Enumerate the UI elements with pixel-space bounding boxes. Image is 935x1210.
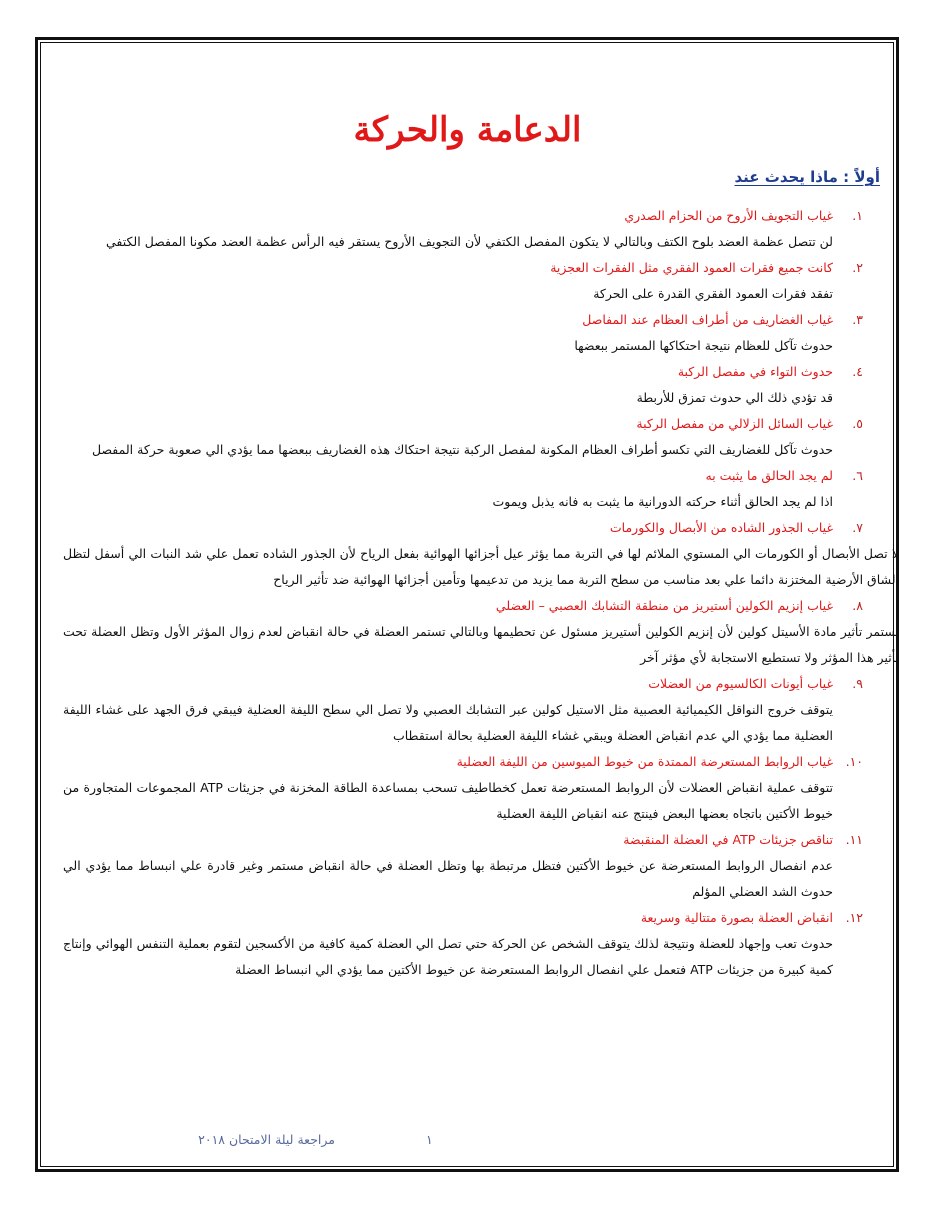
question-row — [63, 593, 863, 619]
question-row — [63, 515, 863, 541]
answer-text: حدوث تآكل للعظام نتيجة احتكاكها المستمر ببعضها — [574, 338, 833, 353]
answer-text: حدوث تعب وإجهاد للعضلة ونتيجة لذلك يتوقف الشخص عن الحركة حتي تصل الي العضلة كمية كافية من الأكسجين لتقوم بعملية التنفس الهوائي وإنتاج كمية كبيرة من جزيئات ATP فتعمل علي انفصال الروابط المستعرضة عن خيوط الأكتين مما يؤدي الي انبساط العضلة — [63, 936, 833, 977]
list-item — [63, 463, 863, 515]
question-text: غياب الغضاريف من أطراف العظام عند المفاصل — [582, 312, 833, 327]
list-item — [63, 671, 863, 749]
list-item — [63, 827, 863, 905]
question-row — [63, 463, 863, 489]
item-number: ٥. — [852, 416, 863, 431]
question-row — [63, 905, 863, 931]
item-number: ١٢. — [845, 910, 863, 925]
question-text: غياب أيونات الكالسيوم من العضلات — [648, 676, 833, 691]
item-number: ٣. — [852, 312, 863, 327]
question-text: حدوث التواء في مفصل الركبة — [677, 364, 833, 379]
question-row — [63, 203, 863, 229]
answer-text: يستمر تأثير مادة الأسيتل كولين لأن إنزيم الكولين أستيريز مسئول عن تحطيمها وبالتالي تستمر العضلة في حالة انقباض لعدم زوال المؤثر الأول وتظل العضلة تحت تأثير هذا المؤثر ولا تستطيع الاستجابة لأي مؤثر آخر — [63, 624, 899, 665]
list-item — [63, 593, 899, 671]
item-number: ٢. — [852, 260, 863, 275]
list-item — [63, 255, 863, 307]
section-heading: أولاً : ماذا يحدث عند — [734, 168, 880, 186]
item-number: ١. — [852, 208, 863, 223]
question-text: غياب السائل الزلالي من مفصل الركبة — [636, 416, 833, 431]
question-row — [63, 671, 863, 697]
item-number: ١١. — [845, 832, 863, 847]
question-text: لم يجد الحالق ما يثبت به — [705, 468, 833, 483]
list-item — [63, 515, 899, 593]
page-title: الدعامة والحركة — [353, 110, 582, 150]
question-text: غياب الروابط المستعرضة الممتدة من خيوط الميوسين من الليفة العضلية — [456, 754, 833, 769]
question-text: انقباض العضلة بصورة متتالية وسريعة — [640, 910, 833, 925]
question-text: غياب التجويف الأروح من الحزام الصدري — [624, 208, 833, 223]
answer-text: تفقد فقرات العمود الفقري القدرة على الحركة — [593, 286, 833, 301]
question-row — [63, 827, 863, 853]
item-number: ٤. — [852, 364, 863, 379]
item-number: ٦. — [852, 468, 863, 483]
item-number: ٧. — [852, 520, 863, 535]
answer-text: يتوقف خروج النواقل الكيميائية العصبية مثل الاستيل كولين عبر التشابك العصبي ولا تصل الي سطح الليفة العضلية فيبقي فرق الجهد على غشاء الليفة العضلية مما يؤدي الي عدم انقباض العضلة ويبقي غشاء الليفة العضلية بحالة استقطاب — [63, 702, 833, 743]
list-item — [63, 203, 863, 255]
question-row — [63, 749, 863, 775]
question-row — [63, 255, 863, 281]
answer-text: لا تصل الأبصال أو الكورمات الي المستوي الملائم لها في التربة مما يؤثر عيل أجزائها الهوائية بفعل الرياح لأن الجذور الشاده تعمل علي شد النبات الي أسفل لتظل الشاق الأرضية المختزنة دائما علي بعد مناسب من سطح التربة مما يزيد من تدعيمها وتأمين أجزائها الهوائية ضد تأثير الرياح — [63, 546, 899, 587]
question-text: غياب الجذور الشاده من الأبصال والكورمات — [609, 520, 833, 535]
page-number: ١ — [426, 1132, 433, 1147]
list-item — [63, 749, 863, 827]
question-text: غياب إنزيم الكولين أستيريز من منطقة التشابك العصبي – العضلي — [495, 598, 833, 613]
answer-text: اذا لم يجد الحالق أثناء حركته الدورانية ما يثبت به فانه يذبل ويموت — [492, 494, 833, 509]
answer-text: عدم انفصال الروابط المستعرضة عن خيوط الأكتين فتظل مرتبطة بها وتظل العضلة في حالة انقباض مستمر وغير قادرة علي انبساط مما يؤدي الي حدوث الشد العضلي المؤلم — [63, 858, 833, 899]
question-row — [63, 411, 863, 437]
question-text: تناقص جزيئات ATP في العضلة المنقبضة — [623, 832, 833, 847]
question-list — [63, 203, 899, 983]
footer-note: مراجعة ليلة الامتحان ٢٠١٨ — [198, 1132, 335, 1147]
question-row — [63, 359, 863, 385]
list-item — [63, 359, 863, 411]
item-number: ١٠. — [845, 754, 863, 769]
answer-text: تتوقف عملية انقباض العضلات لأن الروابط المستعرضة تعمل كخطاطيف تسحب بمساعدة الطاقة المخزنة في جزيئات ATP المجموعات المتجاورة من خيوط الأكتين باتجاه بعضها البعض فينتج عنه انقباض الليفة العضلية — [63, 780, 833, 821]
list-item — [63, 307, 863, 359]
list-item — [63, 411, 863, 463]
item-number: ٨. — [852, 598, 863, 613]
answer-text: حدوث تآكل للغضاريف التي تكسو أطراف العظام المكونة لمفصل الركبة نتيجة احتكاك هذه الغضاريف ببعضها مما يؤدي الي صعوبة حركة المفصل — [92, 442, 833, 457]
item-number: ٩. — [852, 676, 863, 691]
question-row — [63, 307, 863, 333]
answer-text: لن تتصل عظمة العضد بلوح الكتف وبالتالي لا يتكون المفصل الكتفي لأن التجويف الأروح يستقر فيه الرأس عظمة العضد مكونا المفصل الكتفي — [106, 234, 833, 249]
question-text: كانت جميع فقرات العمود الفقري مثل الفقرات العجزية — [550, 260, 833, 275]
list-item — [63, 905, 863, 983]
answer-text: قد تؤدي ذلك الي حدوث تمزق للأربطة — [636, 390, 833, 405]
